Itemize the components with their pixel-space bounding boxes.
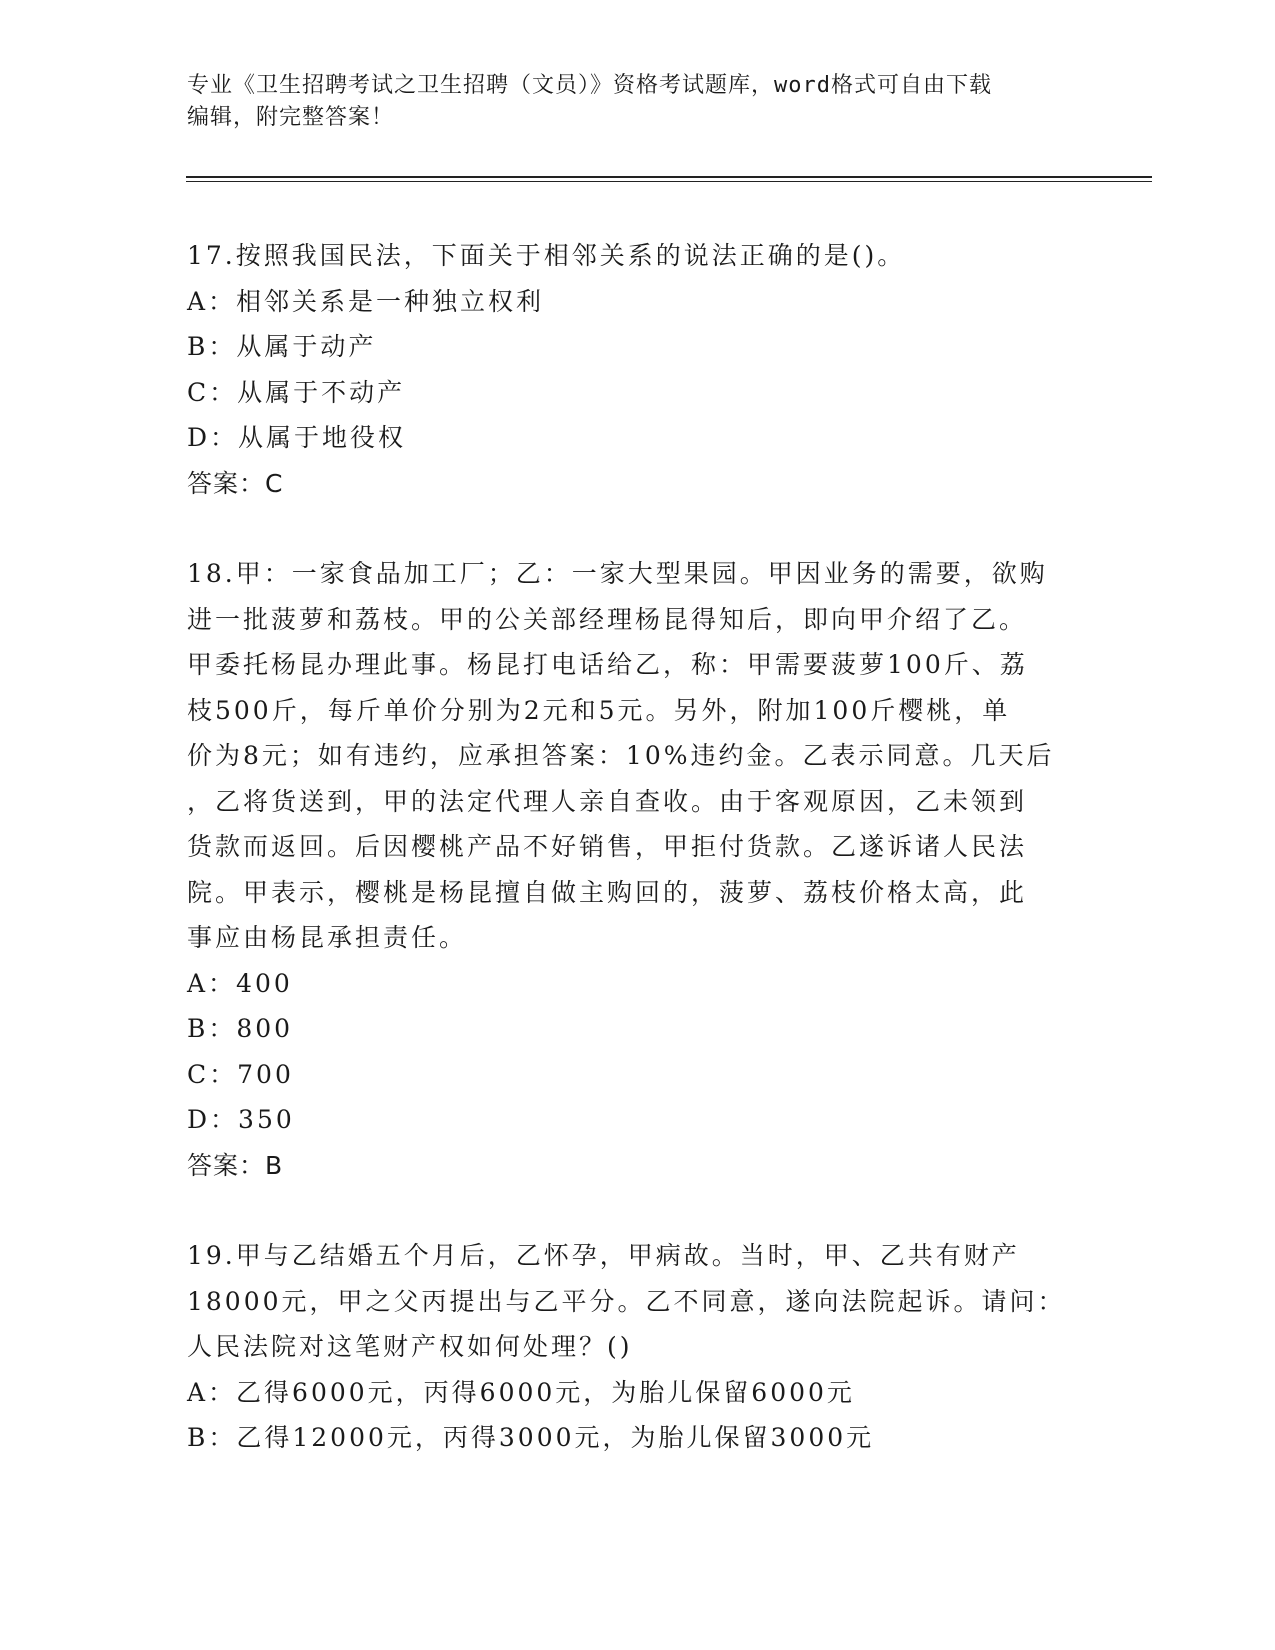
answer-option: B：从属于动产 <box>187 332 377 361</box>
question-list <box>187 233 1087 1506</box>
answer-option: B：乙得12000元，丙得3000元，为胎儿保留3000元 <box>187 1423 875 1452</box>
question-stem <box>187 233 1087 279</box>
answer-option: A：乙得6000元，丙得6000元，为胎儿保留6000元 <box>187 1377 855 1407</box>
question-stem-line: 事应由杨昆承担责任。 <box>187 923 468 952</box>
question-stem <box>187 551 1087 961</box>
question-stem-line: 18000元，甲之父丙提出与乙平分。乙不同意，遂向法院起诉。请问： <box>187 1286 1066 1316</box>
question-stem-line: 进一批菠萝和荔枝。甲的公关部经理杨昆得知后，即向甲介绍了乙。 <box>187 604 1028 634</box>
answer-key: 答案：B <box>187 1150 284 1180</box>
page-header <box>187 70 1067 134</box>
header-line-2: 编辑，附完整答案！ <box>187 105 395 130</box>
answer-option: C：700 <box>187 1059 294 1089</box>
answer-key: 答案：C <box>187 468 284 498</box>
answer-option: D：350 <box>187 1105 295 1134</box>
answer-option: C：从属于不动产 <box>187 377 406 407</box>
question-block <box>187 551 1087 1188</box>
answer-option: D：从属于地役权 <box>187 423 407 452</box>
answer-option: A：相邻关系是一种独立权利 <box>187 286 545 316</box>
header-rule-thin <box>186 181 1152 182</box>
question-stem-line: 枝500斤，每斤单价分别为2元和5元。另外，附加100斤樱桃，单 <box>187 695 1011 725</box>
question-stem-line: 18.甲：一家食品加工厂；乙：一家大型果园。甲因业务的需要，欲购 <box>187 559 1048 588</box>
question-stem-line: 人民法院对这笔财产权如何处理？() <box>187 1332 633 1361</box>
question-stem-line: ，乙将货送到，甲的法定代理人亲自查收。由于客观原因，乙未领到 <box>187 786 1028 816</box>
question-block <box>187 233 1087 506</box>
question-stem-line: 甲委托杨昆办理此事。杨昆打电话给乙，称：甲需要菠萝100斤、荔 <box>187 650 1028 679</box>
header-rule-thick <box>186 176 1152 178</box>
question-stem-line: 17.按照我国民法，下面关于相邻关系的说法正确的是()。 <box>187 241 906 270</box>
answer-option: A：400 <box>187 968 293 998</box>
question-stem-line: 价为8元；如有违约，应承担答案：10%违约金。乙表示同意。几天后 <box>187 741 1055 770</box>
header-line-1: 专业《卫生招聘考试之卫生招聘（文员）》资格考试题库，word格式可自由下载 <box>187 73 992 98</box>
question-stem-line: 19.甲与乙结婚五个月后，乙怀孕，甲病故。当时，甲、乙共有财产 <box>187 1241 1020 1270</box>
question-block <box>187 1233 1087 1461</box>
question-stem-line: 院。甲表示，樱桃是杨昆擅自做主购回的，菠萝、荔枝价格太高，此 <box>187 877 1028 907</box>
question-stem-line: 货款而返回。后因樱桃产品不好销售，甲拒付货款。乙遂诉诸人民法 <box>187 832 1028 861</box>
answer-option: B：800 <box>187 1014 294 1043</box>
question-stem <box>187 1233 1087 1370</box>
